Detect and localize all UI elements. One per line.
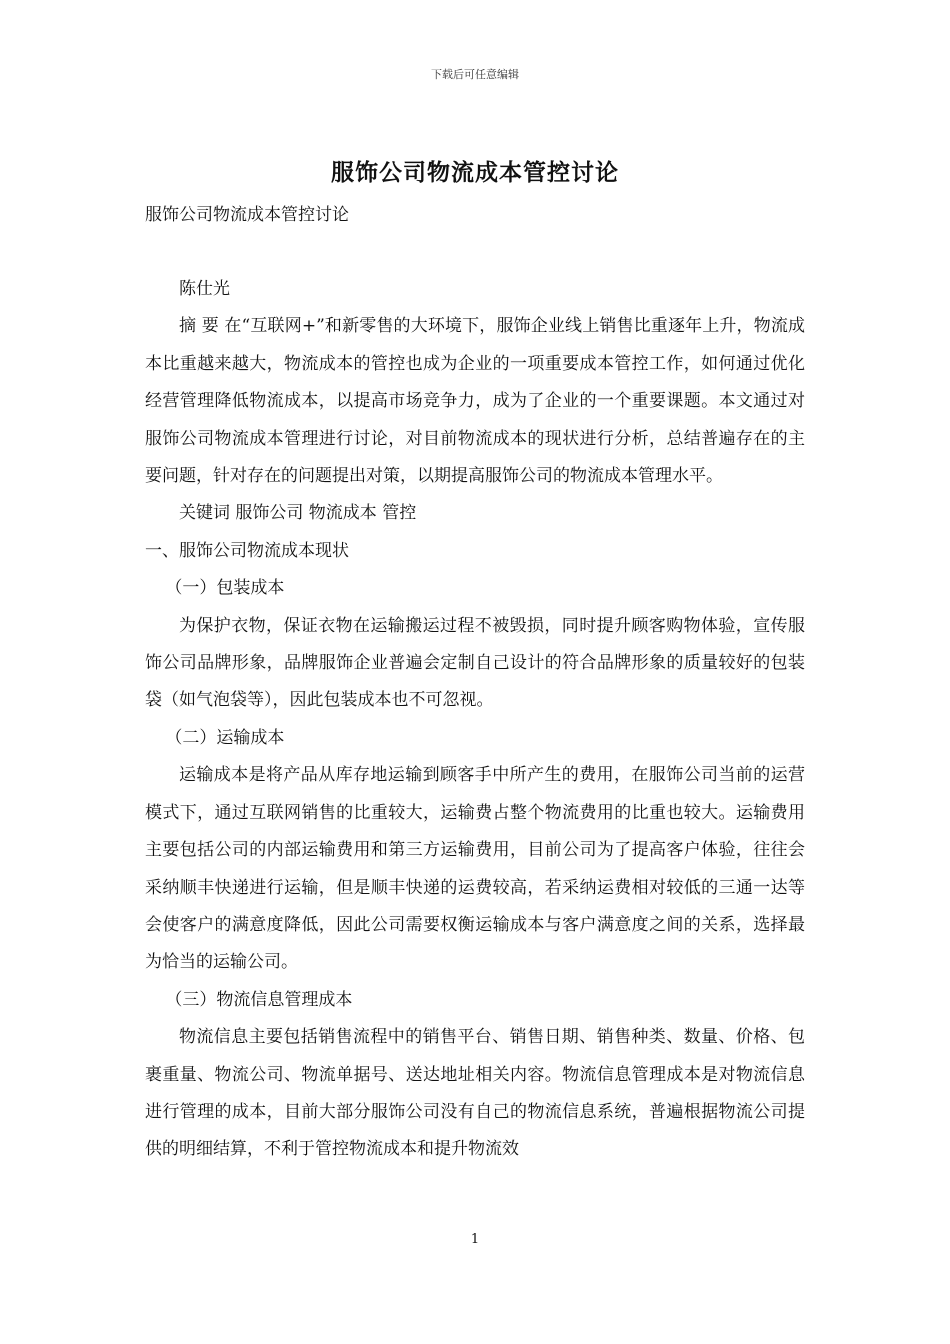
body-paragraph: 运输成本是将产品从库存地运输到顾客手中所产生的费用，在服饰公司当前的运营模式下，通过互联网销售的比重较大，运输费占整个物流费用的比重也较大。运输费用主要包括公司的内部运输费用和第三方运输费用，目前公司为了提高客户体验，往往会采纳顺丰快递进行运输，但是顺丰快递的运费较高，若采纳运费相对较低的三通一达等会使客户的满意度降低，因此公司需要权衡运输成本与客户满意度之间的关系，选择最为恰当的运输公司。: [145, 765, 805, 973]
subsection-heading: （一）包装成本: [165, 578, 285, 599]
document-body: [145, 271, 805, 1169]
section-heading: 一、服饰公司物流成本现状: [145, 540, 349, 561]
document-subtitle: 服饰公司物流成本管控讨论: [145, 205, 349, 225]
subsection-heading: （二）运输成本: [165, 727, 285, 748]
body-paragraph: 为保护衣物，保证衣物在运输搬运过程不被毁损，同时提升顾客购物体验，宣传服饰公司品牌形象，品牌服饰企业普遍会定制自己设计的符合品牌形象的质量较好的包装袋（如气泡袋等），因此包装成本也不可忽视。: [145, 615, 805, 711]
author: 陈仕光: [179, 279, 230, 299]
keywords: 关键词 服饰公司 物流成本 管控: [179, 503, 417, 524]
page-number: 1: [470, 1232, 480, 1247]
abstract-paragraph: 摘 要 在“互联网+”和新零售的大环境下，服饰企业线上销售比重逐年上升，物流成本比重越来越大，物流成本的管控也成为企业的一项重要成本管控工作，如何通过优化经营管理降低物流成本，以提高市场竞争力，成为了企业的一个重要课题。本文通过对服饰公司物流成本管理进行讨论，对目前物流成本的现状进行分析，总结普遍存在的主要问题，针对存在的问题提出对策，以期提高服饰公司的物流成本管理水平。: [145, 316, 805, 487]
document-title: 服饰公司物流成本管控讨论: [331, 159, 619, 186]
page-header: 下载后可任意编辑: [431, 68, 519, 81]
subsection-heading: （三）物流信息管理成本: [165, 989, 353, 1010]
body-paragraph: 物流信息主要包括销售流程中的销售平台、销售日期、销售种类、数量、价格、包裹重量、物流公司、物流单据号、送达地址相关内容。物流信息管理成本是对物流信息进行管理的成本，目前大部分服饰公司没有自己的物流信息系统，普遍根据物流公司提供的明细结算，不利于管控物流成本和提升物流效: [145, 1027, 805, 1160]
